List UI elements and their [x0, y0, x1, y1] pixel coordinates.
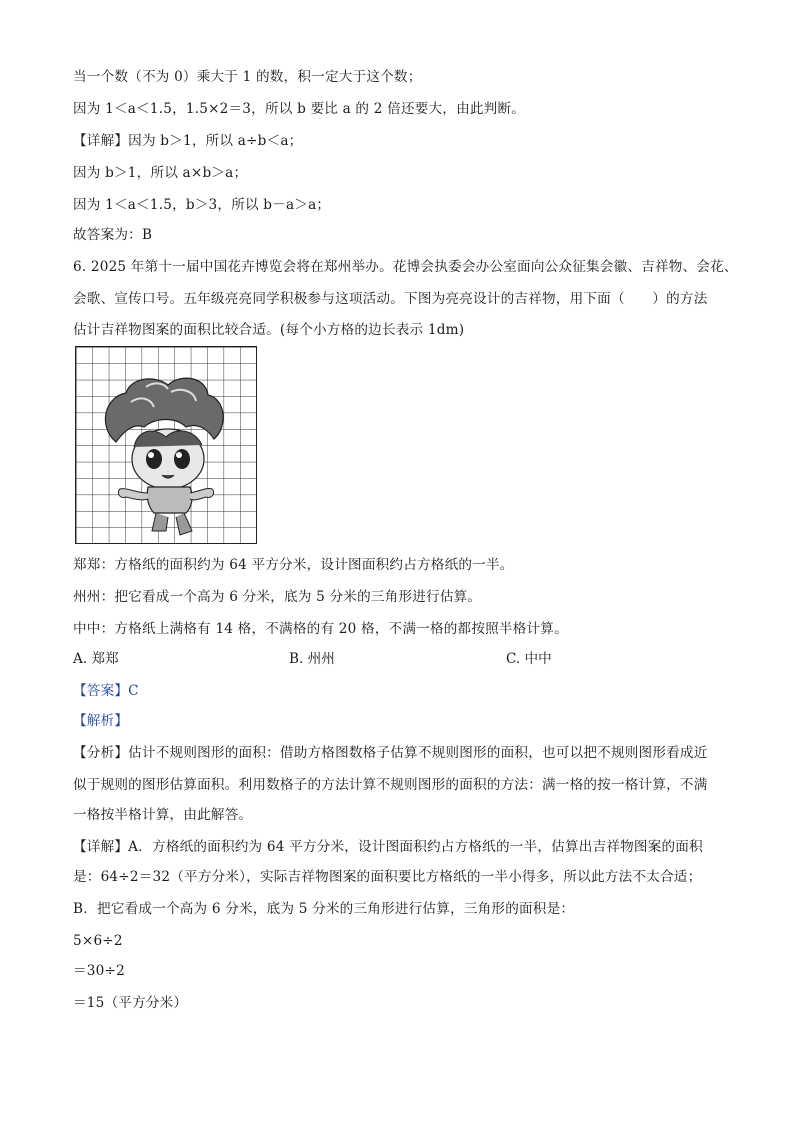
mascot-grid-svg: [76, 347, 256, 543]
analysis-line: 似于规则的图形估算面积。利用数格子的方法计算不规则图形的面积的方法：满一格的按一格计算，不满: [73, 777, 708, 793]
calc-line: ＝30÷2: [73, 963, 125, 979]
question-6-line: 会歌、宣传口号。五年级亮亮同学积极参与这项活动。下图为亮亮设计的吉祥物，用下面（ ）的方法: [73, 291, 708, 307]
mascot-body: [147, 487, 192, 513]
question-6-line: 估计吉祥物图案的面积比较合适。(每个小方格的边长表示 1dm): [73, 322, 465, 338]
option-b: B. 州州: [289, 651, 335, 667]
detail-line: 【详解】因为 b＞1，所以 a÷b＜a；: [73, 133, 303, 149]
calc-line: 5×6÷2: [73, 933, 123, 949]
eye-highlight: [176, 452, 182, 458]
text-line: 因为 b＞1，所以 a×b＞a；: [73, 165, 248, 181]
text-line: 因为 1＜a＜1.5，b＞3，所以 b－a＞a；: [73, 197, 331, 213]
eye-highlight: [148, 452, 154, 458]
analysis-line: 一格按半格计算，由此解答。: [73, 807, 253, 823]
analysis-line: 【分析】估计不规则图形的面积：借助方格图数格子估算不规则图形的面积，也可以把不规则图形看成近: [73, 745, 708, 761]
detail-line: 是：64÷2＝32（平方分米），实际吉祥物图案的面积要比方格纸的一半小得多，所以此方法不太合适；: [73, 869, 702, 885]
detail-line: B．把它看成一个高为 6 分米，底为 5 分米的三角形进行估算，三角形的面积是：: [73, 901, 575, 917]
answer-line: 故答案为：B: [73, 227, 153, 243]
mascot-left-eye: [146, 449, 162, 469]
student-statement-zhengzheng: 郑郑：方格纸的面积约为 64 平方分米，设计图面积约占方格纸的一半。: [73, 557, 514, 573]
student-statement-zhouzhou: 州州：把它看成一个高为 6 分米，底为 5 分米的三角形进行估算。: [73, 589, 482, 605]
mascot-grid-figure: [75, 346, 257, 544]
text-line: 当一个数（不为 0）乘大于 1 的数，积一定大于这个数；: [73, 69, 422, 85]
detail-line: 【详解】A．方格纸的面积约为 64 平方分米，设计图面积约占方格纸的一半，估算出吉祥物图案的面积: [73, 839, 703, 855]
mascot-right-eye: [174, 449, 190, 469]
answer-label: 【答案】C: [73, 683, 139, 699]
option-a: A. 郑郑: [73, 651, 119, 667]
option-c: C. 中中: [506, 651, 552, 667]
calc-line: ＝15（平方分米）: [73, 995, 188, 1011]
student-statement-zhongzhong: 中中：方格纸上满格有 14 格，不满格的有 20 格，不满一格的都按照半格计算。: [73, 621, 568, 637]
question-6-line: 6. 2025 年第十一届中国花卉博览会将在郑州举办。花博会执委会办公室面向公众征集会徽、吉祥物、会花、: [73, 259, 738, 275]
text-line: 因为 1＜a＜1.5，1.5×2＝3，所以 b 要比 a 的 2 倍还要大，由此判断。: [73, 101, 526, 117]
analysis-label: 【解析】: [73, 713, 129, 729]
